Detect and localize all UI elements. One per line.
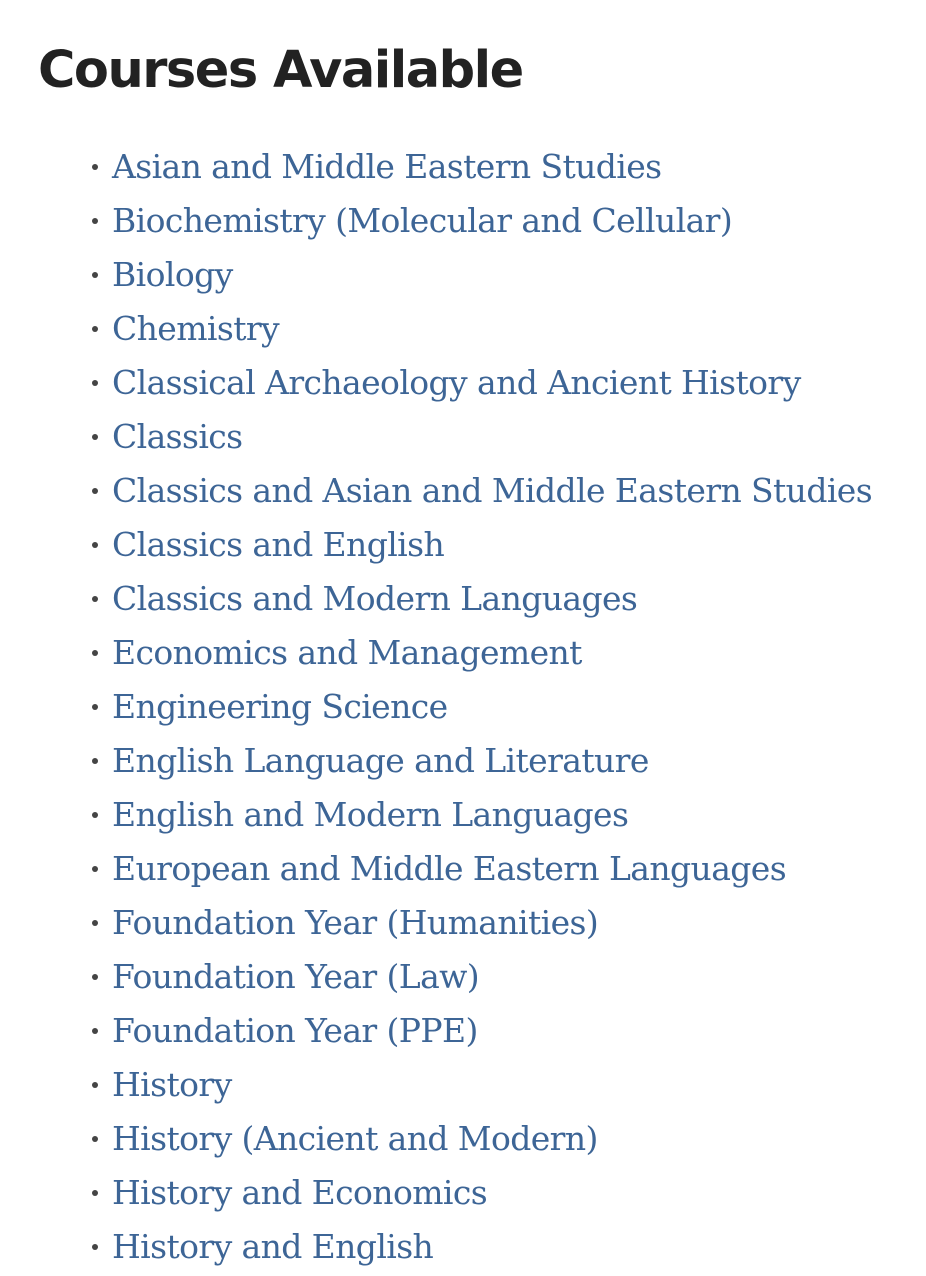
course-link[interactable]: Engineering Science	[112, 687, 448, 726]
course-link[interactable]: History (Ancient and Modern)	[112, 1119, 598, 1158]
list-item	[0, 194, 926, 248]
list-item	[0, 1004, 926, 1058]
list-item	[0, 518, 926, 572]
course-link[interactable]: History and Economics	[112, 1173, 488, 1212]
course-link[interactable]: English and Modern Languages	[112, 795, 629, 834]
bullet-icon	[92, 704, 98, 710]
list-item	[0, 464, 926, 518]
bullet-icon	[92, 1136, 98, 1142]
bullet-icon	[92, 596, 98, 602]
bullet-icon	[92, 758, 98, 764]
bullet-icon	[92, 218, 98, 224]
course-link[interactable]: History and English	[112, 1227, 434, 1266]
course-link[interactable]: Classics and Modern Languages	[112, 579, 638, 618]
course-link[interactable]: English Language and Literature	[112, 741, 649, 780]
bullet-icon	[92, 1028, 98, 1034]
course-link[interactable]: Biochemistry (Molecular and Cellular)	[112, 201, 733, 240]
bullet-icon	[92, 272, 98, 278]
list-item	[0, 302, 926, 356]
course-link[interactable]: Foundation Year (PPE)	[112, 1011, 478, 1050]
list-item	[0, 734, 926, 788]
course-link[interactable]: Classical Archaeology and Ancient History	[112, 363, 801, 402]
bullet-icon	[92, 326, 98, 332]
list-item	[0, 572, 926, 626]
list-item	[0, 1058, 926, 1112]
bullet-icon	[92, 1082, 98, 1088]
bullet-icon	[92, 488, 98, 494]
course-link[interactable]: Biology	[112, 255, 233, 294]
list-item	[0, 140, 926, 194]
course-link[interactable]: Asian and Middle Eastern Studies	[112, 147, 662, 186]
page-title: Courses Available	[38, 41, 523, 100]
list-item	[0, 626, 926, 680]
bullet-icon	[92, 650, 98, 656]
course-link[interactable]: Classics and English	[112, 525, 445, 564]
course-link[interactable]: Foundation Year (Humanities)	[112, 903, 599, 942]
course-list	[0, 140, 926, 1274]
bullet-icon	[92, 920, 98, 926]
bullet-icon	[92, 866, 98, 872]
course-link[interactable]: History	[112, 1065, 232, 1104]
course-link[interactable]: Economics and Management	[112, 633, 582, 672]
list-item	[0, 356, 926, 410]
bullet-icon	[92, 542, 98, 548]
list-item	[0, 1166, 926, 1220]
course-link[interactable]: European and Middle Eastern Languages	[112, 849, 787, 888]
list-item	[0, 788, 926, 842]
bullet-icon	[92, 380, 98, 386]
bullet-icon	[92, 974, 98, 980]
list-item	[0, 842, 926, 896]
course-link[interactable]: Classics and Asian and Middle Eastern Studies	[112, 471, 873, 510]
list-item	[0, 950, 926, 1004]
list-item	[0, 680, 926, 734]
bullet-icon	[92, 1244, 98, 1250]
list-item	[0, 1112, 926, 1166]
course-link[interactable]: Chemistry	[112, 309, 280, 348]
bullet-icon	[92, 812, 98, 818]
course-link[interactable]: Foundation Year (Law)	[112, 957, 480, 996]
list-item	[0, 1220, 926, 1274]
course-link[interactable]: Classics	[112, 417, 243, 456]
list-item	[0, 248, 926, 302]
list-item	[0, 410, 926, 464]
bullet-icon	[92, 434, 98, 440]
bullet-icon	[92, 164, 98, 170]
list-item	[0, 896, 926, 950]
bullet-icon	[92, 1190, 98, 1196]
